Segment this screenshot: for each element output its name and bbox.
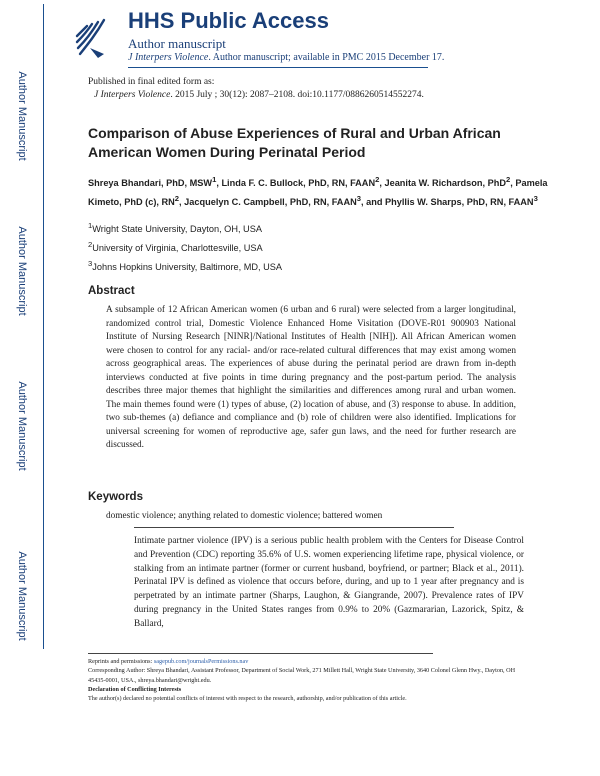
author-affiliation-mark: 3 bbox=[533, 194, 538, 204]
author-name: Shreya Bhandari, PhD, MSW bbox=[88, 178, 213, 189]
abstract-heading: Abstract bbox=[88, 285, 135, 297]
affiliation bbox=[88, 240, 263, 253]
corresponding-author: Corresponding Author: Shreya Bhandari, Assistant Professor, Department of Social Work, 271 Millett Hall, Wright State University, 3640 Colonel Glenn Hwy., Dayton, OH 45435-0001, USA., shreya.bhandari@wright.edu. bbox=[88, 667, 516, 684]
affiliation bbox=[88, 259, 282, 272]
author-name: Pamela Kimeto, PhD (c), RN bbox=[88, 178, 548, 208]
citation-journal: J Interpers Violence bbox=[94, 90, 171, 100]
citation-details: . 2015 July ; 30(12): 2087–2108. doi:10.1177/0886260514552274. bbox=[170, 90, 424, 100]
hhs-eagle-logo-icon bbox=[74, 14, 110, 60]
abstract-text: A subsample of 12 African American women (6 urban and 6 rural) were selected from a larger longitudinal, randomized control trial, Domestic Violence Enhanced Home Visitation (DOVE-R01 900903 National Institute of Nursing Research [NINR]/National Institutes of Health [NIH]). All African American women were chosen to control for any racial- and/or race-related cultural differences that may exist among women across geographical areas. The experiences of abuse during the perinatal period are drawn from in-depth interviews conducted at five points in time during pregnancy and the post-partum period. The analysis describes three major themes that highlight the similarities and differences among rural and urban women. The main themes found were (1) types of abuse, (2) location of abuse, and (3) response to abuse. In addition, two sub-themes (a) defiance and compliance and (b) role of children were also identified. Implications for universal screening for women of reproductive age, safer gun laws, and the need for further research are discussed. bbox=[106, 305, 516, 450]
author-name: Jacquelyn C. Campbell, PhD, RN, FAAN bbox=[184, 197, 357, 208]
availability-line bbox=[128, 52, 444, 63]
reprints-line bbox=[88, 657, 518, 666]
sidebar-label: Author Manuscript bbox=[16, 551, 28, 641]
reprints-link[interactable]: sagepub.com/journalsPermissions.nav bbox=[153, 658, 249, 665]
citation bbox=[88, 89, 424, 102]
section-divider bbox=[134, 527, 454, 528]
affiliation-mark: 1 bbox=[88, 221, 93, 230]
keywords-heading: Keywords bbox=[88, 491, 143, 503]
sidebar-label: Author Manuscript bbox=[16, 381, 28, 471]
affiliation-text: Wright State University, Dayton, OH, USA bbox=[92, 224, 262, 235]
author-name: Linda F. C. Bullock, PhD, RN, FAAN bbox=[221, 178, 376, 189]
body-paragraph: Intimate partner violence (IPV) is a serious public health problem with the Centers for Disease Control and Prevention (CDC) reporting 35.6% of U.S. women experiencing lifetime rape, physical violence, or stalking from an intimate partner (former or current husband, boyfriend, or partner; Black et al., 2011). Perinatal IPV is defined as violence that occurs before, during, and up to 1 year after pregnancy and is perpetrated by an intimate partner (Sharps, Laughon, & Giangrande, 2007). Prevalence rates of IPV during pregnancy in the United States ranges from 0.9% to 20% (Gazmararian, Lazorick, Spitz, & Ballard, bbox=[134, 536, 524, 629]
author-manuscript-subtitle: Author manuscript bbox=[128, 36, 226, 51]
affiliation-mark: 3 bbox=[88, 259, 93, 268]
author-name: Jeanita W. Richardson, PhD bbox=[384, 178, 506, 189]
header-rule bbox=[128, 67, 428, 68]
author-name: Phyllis W. Sharps, PhD, RN, FAAN bbox=[385, 197, 534, 208]
author-list: Shreya Bhandari, PhD, MSW$^1$, Linda F. C. Bullock, PhD, RN, FAAN$^2$, Jeanita W. Richardson, PhD$^2$, Pamela Kimeto, PhD (c), $RN^2$, Jacquelyn C. Campbell, PhD, RN, FAAN$^3$, and Phyllis W. Sharps, PhD, RN, FAAN$^3$ bbox=[88, 175, 548, 208]
published-label: Published in final edited form as: bbox=[88, 77, 215, 87]
affiliation bbox=[88, 221, 262, 234]
publication-info bbox=[88, 76, 424, 102]
conflicts-heading: Declaration of Conflicting Interests bbox=[88, 685, 182, 693]
keywords-text: domestic violence; anything related to domestic violence; battered women bbox=[106, 511, 383, 521]
conflicts-text: The author(s) declared no potential conflicts of interest with respect to the research, authorship, and/or publication of this article. bbox=[88, 695, 407, 703]
hhs-public-access-title: HHS Public Access bbox=[128, 8, 329, 33]
sidebar-rule bbox=[43, 4, 44, 649]
author-affiliation-mark: 2 bbox=[174, 194, 180, 204]
footnotes bbox=[88, 657, 518, 703]
affiliation-mark: 2 bbox=[88, 240, 93, 249]
affiliation-text: University of Virginia, Charlottesville, USA bbox=[92, 243, 263, 254]
author-affiliation-mark: 3 bbox=[356, 194, 361, 204]
author-affiliation-mark: 2 bbox=[375, 175, 380, 184]
affiliation-text: Johns Hopkins University, Baltimore, MD, USA bbox=[92, 262, 283, 273]
footnote-rule bbox=[88, 653, 433, 654]
author-manuscript-sidebar bbox=[0, 0, 44, 776]
and-word: and bbox=[366, 197, 383, 208]
reprints-label: Reprints and permissions: bbox=[88, 658, 154, 665]
availability-text: . Author manuscript; available in PMC 2015 December 17. bbox=[208, 52, 445, 63]
sidebar-label: Author Manuscript bbox=[16, 226, 28, 316]
journal-name: J Interpers Violence bbox=[128, 52, 209, 63]
author-affiliation-mark: 2 bbox=[505, 175, 511, 184]
article-title: Comparison of Abuse Experiences of Rural and Urban African American Women During Perinatal Period bbox=[88, 125, 501, 160]
author-affiliation-mark: 1 bbox=[212, 175, 217, 184]
sidebar-label: Author Manuscript bbox=[16, 71, 28, 161]
